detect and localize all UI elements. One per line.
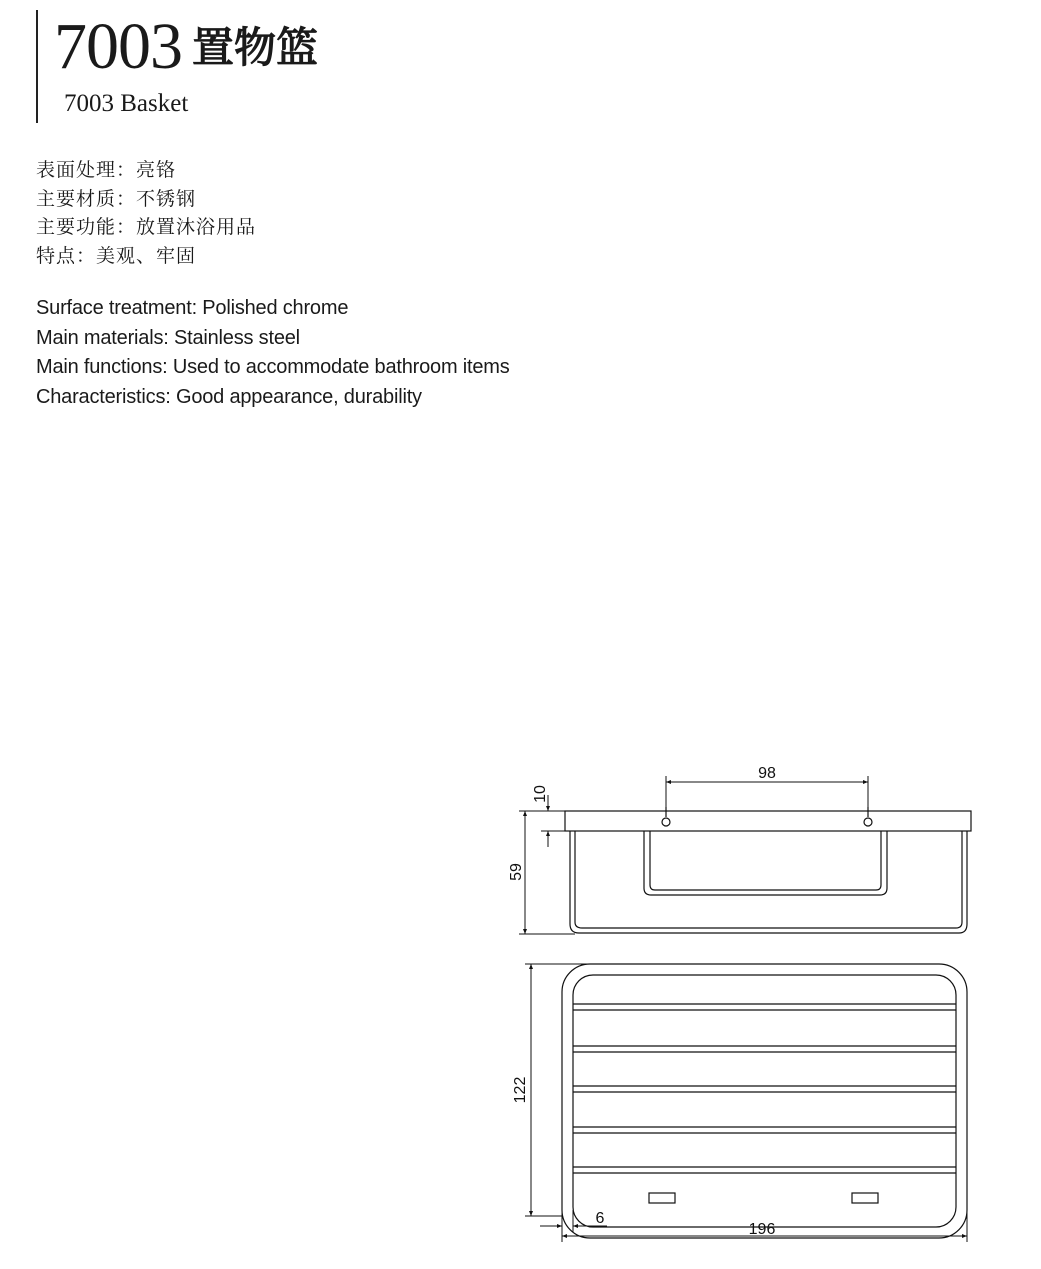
basket-frame-inner xyxy=(575,831,962,928)
dim-label-height: 59 xyxy=(508,863,525,881)
basket-frame-outer xyxy=(570,831,967,933)
spec-features-en: Characteristics: Good appearance, durability xyxy=(36,385,422,408)
title-accent-bar xyxy=(36,10,38,123)
product-name-cn: 置物篮 xyxy=(192,23,319,72)
bracket-left xyxy=(649,1193,675,1203)
front-lip-outer xyxy=(644,831,887,895)
spec-material-en: Main materials: Stainless steel xyxy=(36,326,300,349)
model-number: 7003 xyxy=(54,10,182,83)
top-frame-inner xyxy=(573,975,956,1227)
dim-label-offset: 6 xyxy=(595,1210,605,1227)
spec-surface-cn: 表面处理：亮铬 xyxy=(36,159,177,181)
front-lip-inner xyxy=(650,831,881,890)
spec-features-cn: 特点：美观、牢固 xyxy=(36,244,197,267)
bracket-right xyxy=(852,1193,878,1203)
spec-function-en: Main functions: Used to accommodate bathroom items xyxy=(36,356,510,378)
dim-label-hole-spacing: 98 xyxy=(758,765,776,782)
dim-label-depth: 122 xyxy=(512,1076,529,1104)
dim-label-width: 196 xyxy=(748,1221,776,1238)
dimension-height xyxy=(519,811,575,934)
dim-label-plate-thickness: 10 xyxy=(532,785,549,803)
technical-drawing xyxy=(495,760,995,1250)
spec-surface-en: Surface treatment: Polished chrome xyxy=(36,297,349,319)
dimension-depth xyxy=(525,964,589,1216)
spec-list-cn xyxy=(36,156,256,270)
top-view xyxy=(562,964,967,1238)
screw-hole-left xyxy=(662,818,670,826)
screw-hole-right xyxy=(864,818,872,826)
wall-plate xyxy=(565,811,971,831)
product-name-en: 7003 Basket xyxy=(64,90,189,117)
spec-list-en xyxy=(36,294,510,412)
spec-material-cn: 主要材质：不锈钢 xyxy=(36,187,197,210)
top-frame-outer xyxy=(562,964,967,1238)
front-view xyxy=(565,807,971,933)
page-title xyxy=(54,10,319,83)
spec-function-cn: 主要功能：放置沐浴用品 xyxy=(36,216,257,238)
